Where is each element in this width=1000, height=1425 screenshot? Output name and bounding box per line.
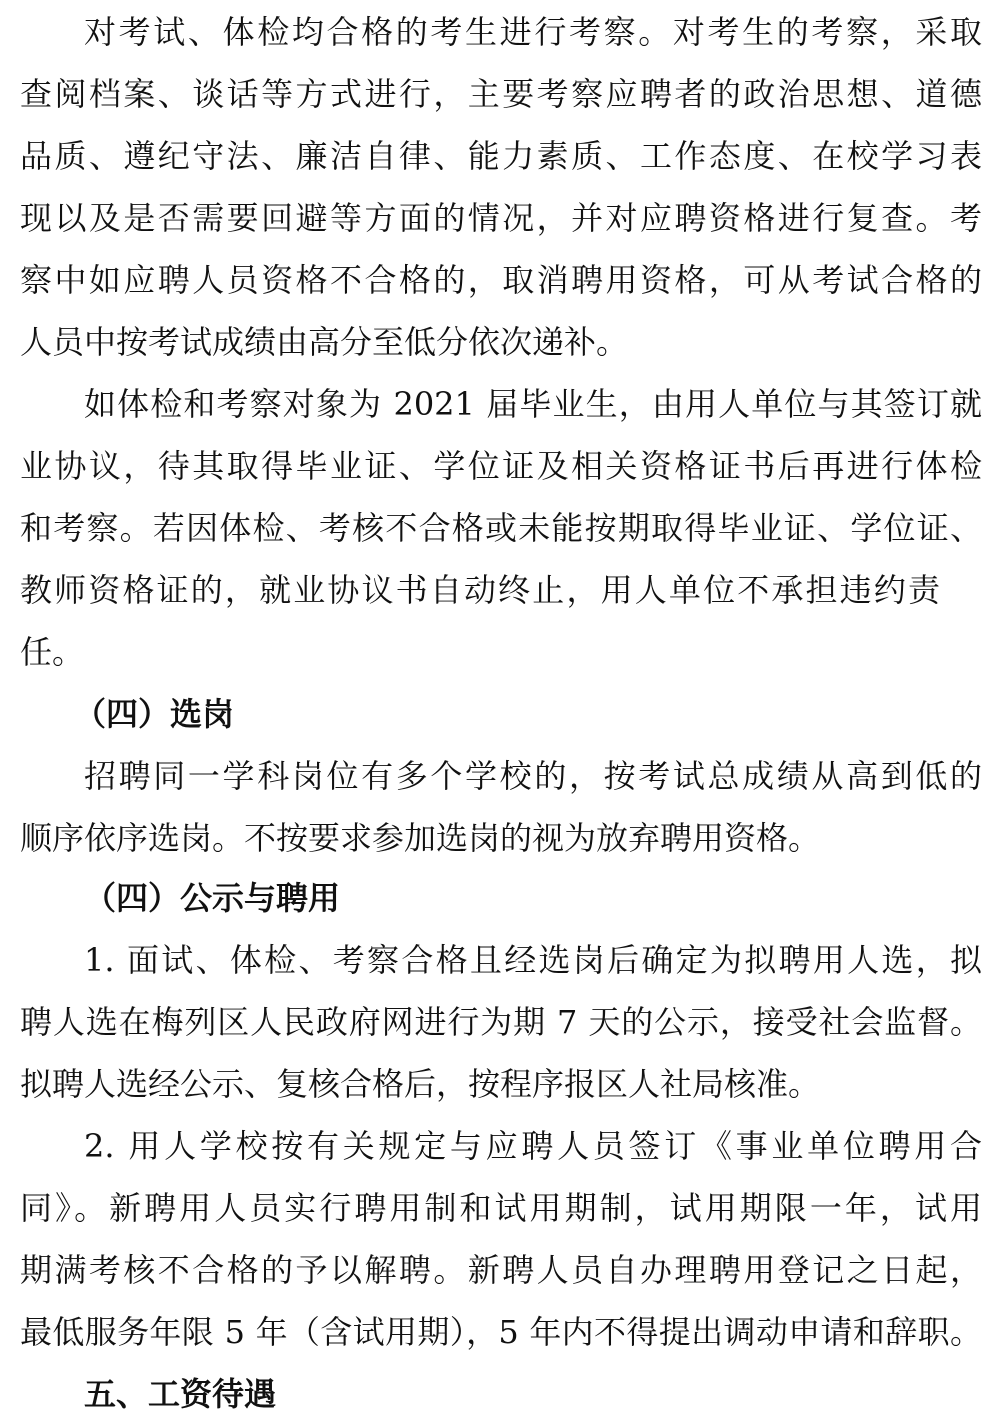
paragraph-4-line-3: 拟聘人选经公示、复核合格后，按程序报区人社局核准。 — [20, 1065, 821, 1103]
heading-section-5-salary: 五、工资待遇 — [84, 1375, 277, 1413]
paragraph-2-line-2: 业协议，待其取得毕业证、学位证及相关资格证书后再进行体检 — [20, 447, 982, 485]
paragraph-5-line-2: 同》。新聘用人员实行聘用制和试用期制，试用期限一年，试用 — [20, 1189, 982, 1227]
paragraph-1-line-1: 对考试、体检均合格的考生进行考察。对考生的考察，采取 — [84, 13, 982, 51]
paragraph-2-line-5: 任。 — [20, 633, 85, 671]
heading-xuangang: （四）选岗 — [74, 695, 235, 733]
paragraph-1-line-3: 品质、遵纪守法、廉洁自律、能力素质、工作态度、在校学习表 — [20, 137, 982, 175]
paragraph-1-line-6: 人员中按考试成绩由高分至低分依次递补。 — [20, 323, 629, 361]
paragraph-5-line-4: 最低服务年限 5 年（含试用期），5 年内不得提出调动申请和辞职。 — [20, 1313, 982, 1351]
paragraph-2-line-1: 如体检和考察对象为 2021 届毕业生，由用人单位与其签订就 — [84, 385, 982, 423]
paragraph-3-line-2: 顺序依序选岗。不按要求参加选岗的视为放弃聘用资格。 — [20, 819, 821, 857]
paragraph-5-line-1: 2. 用人学校按有关规定与应聘人员签订《事业单位聘用合 — [84, 1127, 982, 1165]
paragraph-1-line-4: 现以及是否需要回避等方面的情况，并对应聘资格进行复查。考 — [20, 199, 982, 237]
paragraph-1-line-5: 察中如应聘人员资格不合格的，取消聘用资格，可从考试合格的 — [20, 261, 982, 299]
paragraph-1-line-2: 查阅档案、谈话等方式进行，主要考察应聘者的政治思想、道德 — [20, 75, 982, 113]
paragraph-2-line-4: 教师资格证的，就业协议书自动终止，用人单位不承担违约责 — [20, 571, 940, 609]
paragraph-2-line-3: 和考察。若因体检、考核不合格或未能按期取得毕业证、学位证、 — [20, 509, 982, 547]
paragraph-3-line-1: 招聘同一学科岗位有多个学校的，按考试总成绩从高到低的 — [84, 757, 982, 795]
heading-gongshi-pinyong: （四）公示与聘用 — [84, 879, 341, 917]
paragraph-4-line-1: 1. 面试、体检、考察合格且经选岗后确定为拟聘用人选，拟 — [84, 941, 982, 979]
paragraph-4-line-2: 聘人选在梅列区人民政府网进行为期 7 天的公示，接受社会监督。 — [20, 1003, 982, 1041]
paragraph-5-line-3: 期满考核不合格的予以解聘。新聘人员自办理聘用登记之日起， — [20, 1251, 982, 1289]
